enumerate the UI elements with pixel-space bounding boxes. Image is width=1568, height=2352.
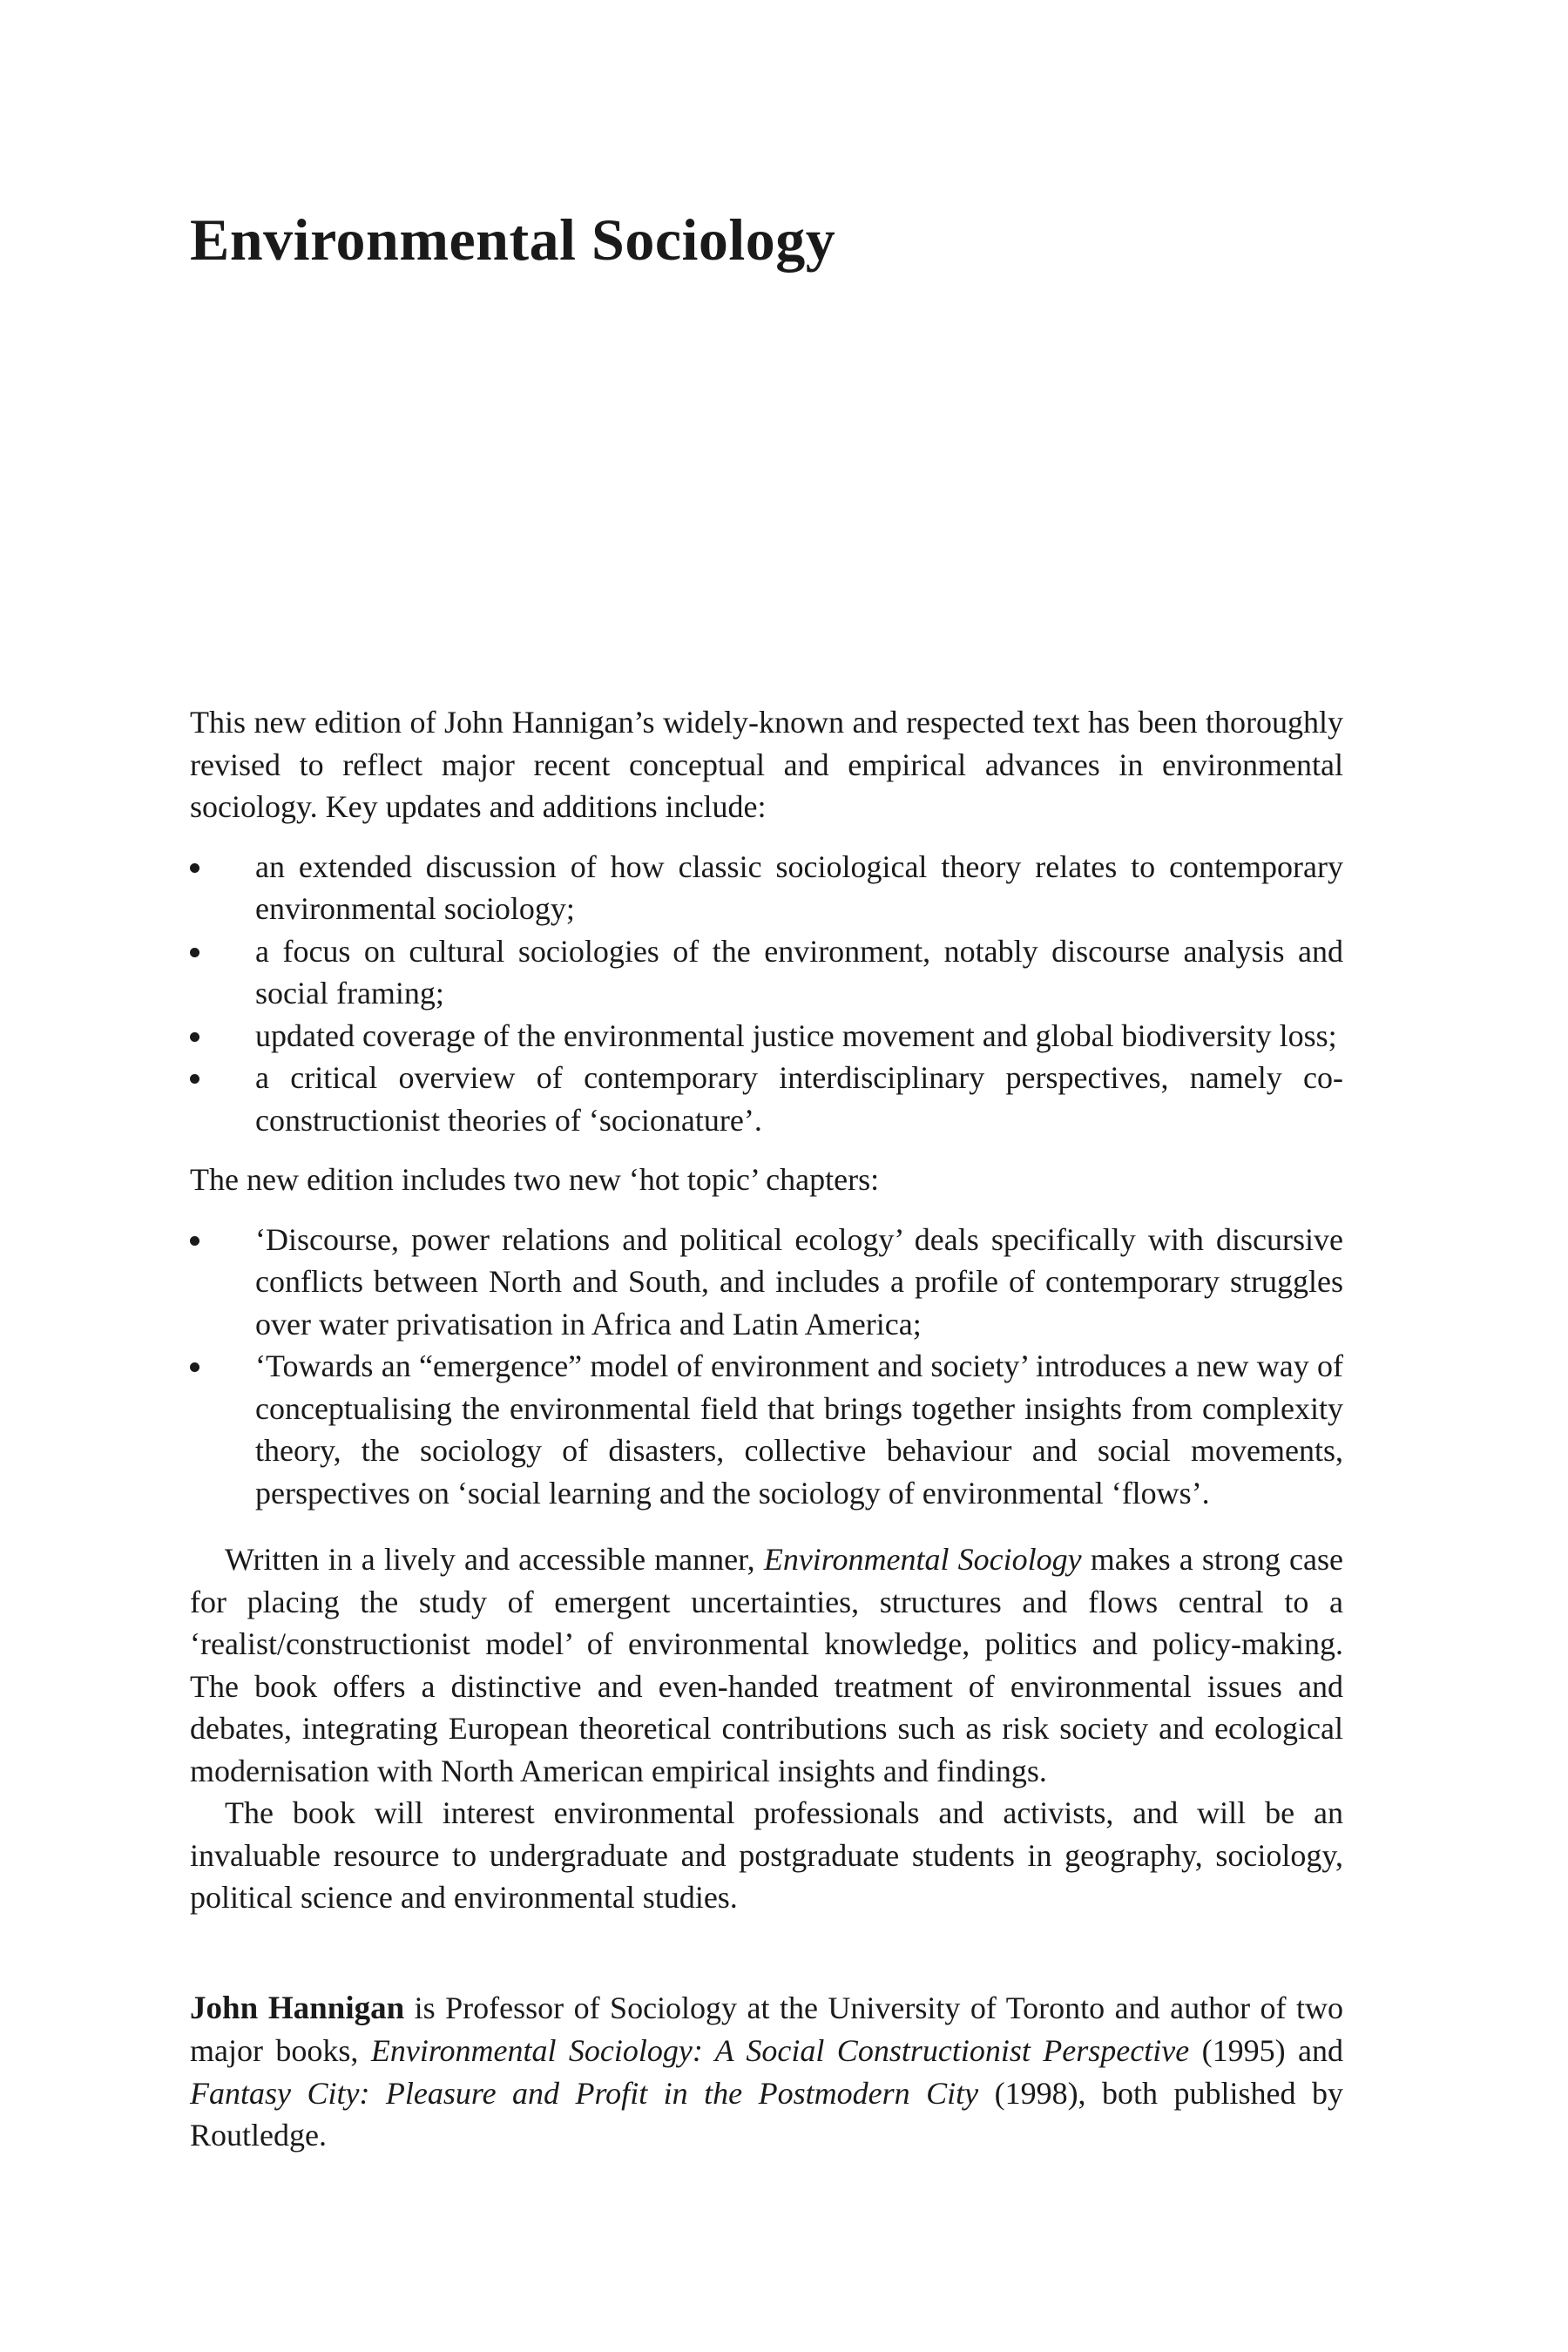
text-span: makes a strong case for placing the study of emergent uncertainties, structures and flows central to a ‘realist/constructionist model’ of environmental knowledge, politics and policy-making. The book offers a distinctive and even-handed treatment of environmental issues and debates, integrating European theoretical contributions such as risk society and ecological modernisation with North American empirical insights and findings. <box>190 1542 1343 1788</box>
list-item: an extended discussion of how classic sociological theory relates to contemporary environmental sociology; <box>190 846 1343 930</box>
book-title: Environmental Sociology: A Social Constructionist Perspective <box>370 2033 1190 2068</box>
text-span: is Professor of Sociology at the University of Toronto and author of two major books, <box>190 1990 1343 2068</box>
text-span: (1995) and <box>1189 2033 1343 2068</box>
list-item: ‘Discourse, power relations and political ecology’ deals specifically with discursive conflicts between North and South, and includes a profile of contemporary struggles over water privatisation in Africa and Latin America; <box>190 1219 1343 1346</box>
chapters-intro: The new edition includes two new ‘hot topic’ chapters: <box>190 1162 880 1197</box>
text-span: Written in a lively and accessible manner, <box>225 1542 764 1577</box>
page-title: Environmental Sociology <box>190 206 836 273</box>
blurb <box>190 701 1343 2157</box>
updates-list <box>190 846 1343 1142</box>
list-item: ‘Towards an “emergence” model of environment and society’ introduces a new way of conceptualising the environmental field that brings together insights from complexity theory, the sociology of disasters, collective behaviour and social movements, perspectives on ‘social learning and the sociology of environmental ‘flows’. <box>190 1345 1343 1514</box>
audience-paragraph: The book will interest environmental professionals and activists, and will be an invaluable resource to undergraduate and postgraduate students in geography, sociology, political science and environmental studies. <box>190 1795 1343 1915</box>
author-bio <box>190 1987 1343 2157</box>
list-item: a critical overview of contemporary interdisciplinary perspectives, namely co-constructionist theories of ‘socionature’. <box>190 1057 1343 1141</box>
list-item: updated coverage of the environmental justice movement and global biodiversity loss; <box>190 1015 1343 1058</box>
book-title: Fantasy City: Pleasure and Profit in the Postmodern City <box>190 2075 979 2111</box>
book-title: Environmental Sociology <box>763 1542 1082 1577</box>
text-span: (1998), both published by Routledge. <box>190 2075 1343 2153</box>
chapters-list <box>190 1219 1343 1515</box>
intro-paragraph: This new edition of John Hannigan’s widely-known and respected text has been thoroughly revised to reflect major recent conceptual and empirical advances in environmental sociology. Key updates and additions include: <box>190 705 1343 824</box>
author-name: John Hannigan <box>190 1990 405 2026</box>
list-item: a focus on cultural sociologies of the environment, notably discourse analysis and social framing; <box>190 930 1343 1015</box>
description-paragraph <box>190 1538 1343 1792</box>
